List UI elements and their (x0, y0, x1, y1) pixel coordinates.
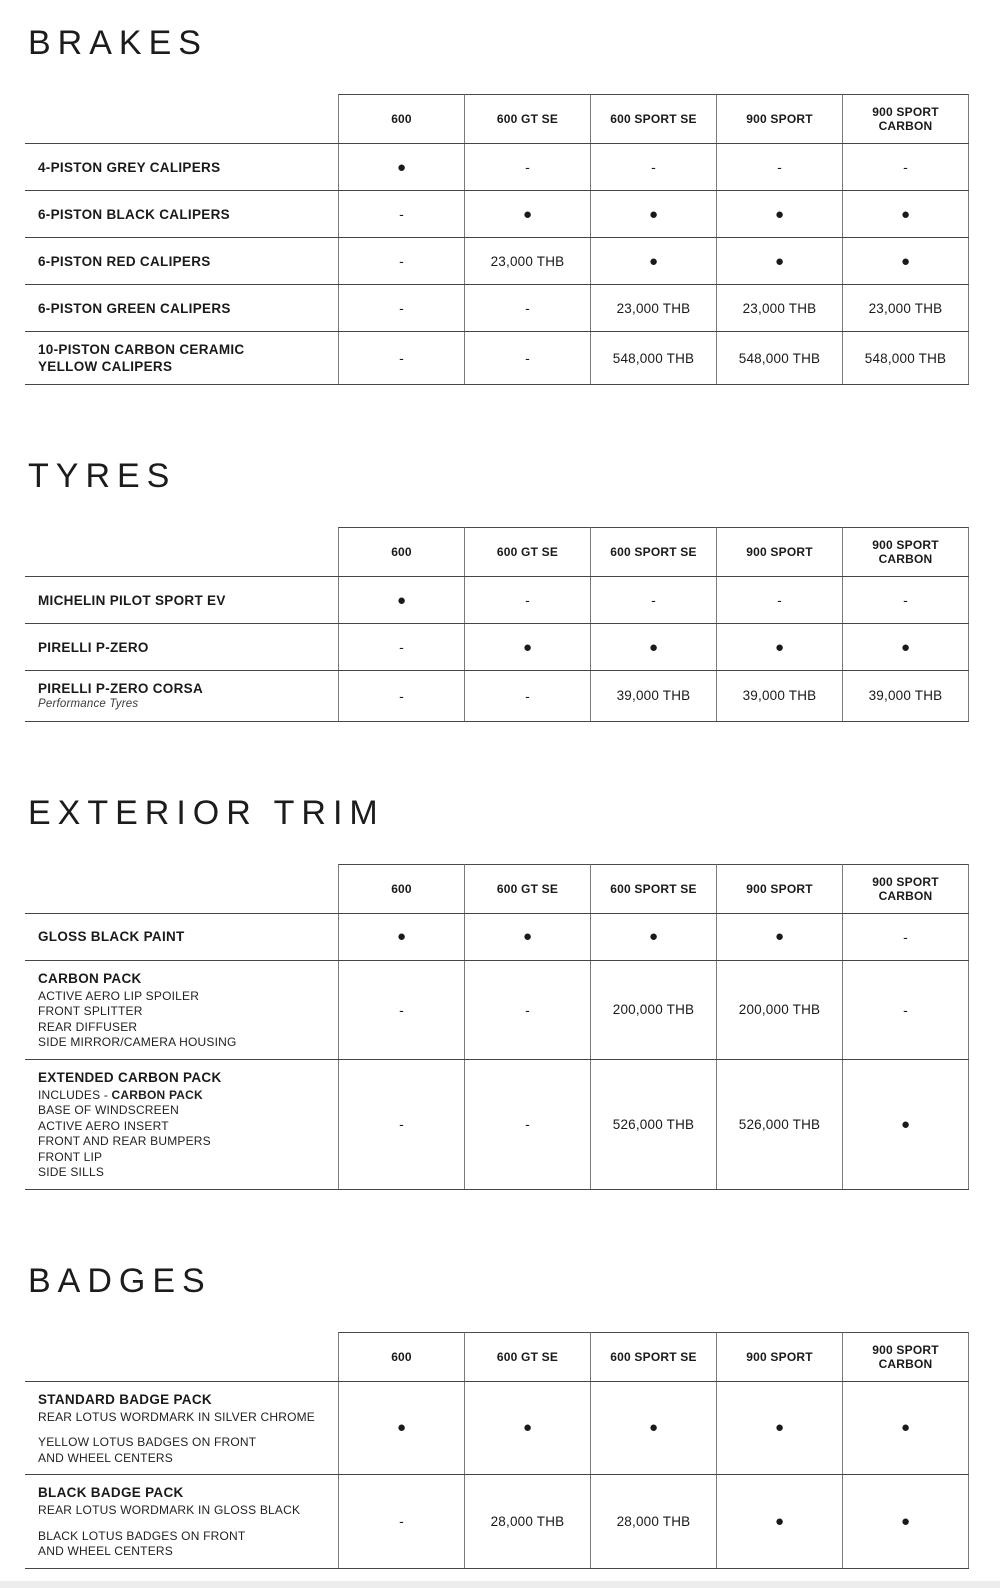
not-available-dash: - (399, 206, 404, 222)
row-subline: FRONT SPLITTER (38, 1004, 143, 1018)
row-label: MICHELIN PILOT SPORT EV (38, 592, 226, 608)
value-cell (464, 914, 590, 960)
row-subline: REAR DIFFUSER (38, 1019, 138, 1034)
row-label-cell (25, 577, 338, 623)
row-label: CARBON PACK (38, 970, 142, 986)
table-row (25, 671, 969, 722)
row-subline: AND WHEEL CENTERS (38, 1450, 173, 1465)
not-available-dash: - (525, 350, 530, 366)
value-cell (590, 238, 716, 284)
row-label: 6-PISTON GREEN CALIPERS (38, 300, 231, 316)
price-value: 548,000 THB (738, 350, 821, 366)
included-dot: ● (900, 1115, 911, 1133)
included-dot: ● (774, 638, 785, 656)
table-row (25, 961, 969, 1060)
value-cell (716, 624, 842, 670)
value-cell (716, 671, 842, 721)
price-value: 39,000 THB (616, 688, 691, 704)
row-label-cell (25, 914, 338, 960)
included-dot: ● (648, 928, 659, 945)
column-header: 600 SPORT SE (590, 527, 716, 576)
included-dot: ● (900, 1512, 911, 1530)
price-value: 548,000 THB (612, 350, 695, 366)
not-available-dash: - (525, 592, 530, 608)
not-available-dash: - (525, 687, 530, 704)
value-cell (842, 961, 969, 1059)
included-dot: ● (900, 252, 911, 270)
row-label-cell (25, 144, 338, 190)
value-cell (464, 191, 590, 237)
table-row (25, 285, 969, 332)
row-subline: ACTIVE AERO INSERT (38, 1118, 169, 1133)
value-cell (842, 285, 969, 331)
included-dot: ● (396, 928, 407, 945)
included-dot: ● (774, 1512, 785, 1530)
row-label-cell (25, 624, 338, 670)
value-cell (338, 191, 464, 237)
not-available-dash: - (399, 1116, 404, 1132)
row-label: 10-PISTON CARBON CERAMIC YELLOW CALIPERS (38, 342, 245, 374)
value-cell (464, 577, 590, 623)
value-cell (590, 624, 716, 670)
included-dot: ● (648, 1419, 659, 1437)
value-cell (716, 961, 842, 1059)
value-cell (716, 238, 842, 284)
value-cell (716, 191, 842, 237)
value-cell (842, 577, 969, 623)
row-label: EXTENDED CARBON PACK (38, 1069, 222, 1085)
value-cell (338, 144, 464, 190)
row-subline: AND WHEEL CENTERS (38, 1544, 173, 1558)
value-cell (338, 1060, 464, 1189)
row-subline (38, 1089, 326, 1103)
row-label-cell (25, 238, 338, 284)
section-brakes (0, 26, 1000, 385)
options-table (25, 1332, 969, 1569)
row-subline: FRONT LIP (38, 1149, 103, 1164)
options-table (25, 94, 969, 385)
column-header: 600 GT SE (464, 94, 590, 143)
price-value: 200,000 THB (612, 1002, 695, 1017)
row-label: 6-PISTON RED CALIPERS (38, 253, 211, 269)
not-available-dash: - (399, 350, 404, 366)
not-available-dash: - (777, 159, 782, 175)
included-dot: ● (648, 205, 659, 223)
page-footer-strip (0, 1581, 1000, 1588)
row-label: PIRELLI P-ZERO (38, 639, 149, 655)
column-header: 600 SPORT SE (590, 864, 716, 913)
value-cell (338, 961, 464, 1059)
value-cell (842, 914, 969, 960)
table-row (25, 332, 969, 385)
row-subline: ACTIVE AERO LIP SPOILER (38, 988, 200, 1003)
price-value: 23,000 THB (868, 300, 943, 316)
included-dot: ● (396, 1419, 407, 1437)
column-header: 600 (338, 1332, 464, 1381)
column-header: 600 GT SE (464, 864, 590, 913)
row-label-cell (25, 94, 338, 143)
included-dot: ● (396, 591, 407, 609)
value-cell (464, 671, 590, 721)
value-cell (338, 1382, 464, 1475)
row-label-cell (25, 285, 338, 331)
price-value: 28,000 THB (490, 1513, 565, 1529)
table-row (25, 191, 969, 238)
column-header: 600 GT SE (464, 1332, 590, 1381)
not-available-dash: - (651, 592, 656, 608)
value-cell (590, 914, 716, 960)
subline-text: INCLUDES - (38, 1087, 112, 1102)
value-cell (842, 1475, 969, 1568)
row-label: PIRELLI P-ZERO CORSA (38, 681, 204, 696)
options-table (25, 864, 969, 1190)
row-subline: SIDE SILLS (38, 1165, 105, 1179)
included-dot: ● (522, 638, 533, 656)
row-label-cell (25, 527, 338, 576)
price-value: 28,000 THB (616, 1513, 691, 1529)
value-cell (842, 624, 969, 670)
included-dot: ● (900, 1419, 911, 1437)
column-header: 900 SPORT (716, 1332, 842, 1381)
row-label-cell (25, 332, 338, 384)
not-available-dash: - (399, 300, 404, 316)
row-label: GLOSS BLACK PAINT (38, 929, 185, 944)
row-subline: FRONT AND REAR BUMPERS (38, 1134, 211, 1148)
value-cell (716, 285, 842, 331)
value-cell (716, 1060, 842, 1189)
value-cell (464, 1475, 590, 1568)
value-cell (464, 144, 590, 190)
section-title: BRAKES (28, 24, 208, 62)
table-row (25, 1382, 969, 1476)
included-dot: ● (900, 205, 911, 223)
column-header: 600 SPORT SE (590, 1332, 716, 1381)
column-header: 600 (338, 527, 464, 576)
value-cell (590, 1475, 716, 1568)
value-cell (716, 332, 842, 384)
row-label-cell (25, 864, 338, 913)
row-label: 4-PISTON GREY CALIPERS (38, 159, 221, 175)
price-value: 526,000 THB (738, 1116, 821, 1132)
table-header-row (25, 94, 969, 144)
column-header: 600 (338, 94, 464, 143)
not-available-dash: - (525, 1116, 530, 1132)
table-header-row (25, 864, 969, 914)
not-available-dash: - (651, 159, 656, 175)
table-row (25, 1475, 969, 1569)
value-cell (842, 1060, 969, 1189)
section-exterior-trim (0, 793, 1000, 1190)
value-cell (716, 914, 842, 960)
value-cell (842, 238, 969, 284)
included-dot: ● (774, 1419, 785, 1437)
table-row (25, 577, 969, 624)
not-available-dash: - (399, 687, 404, 704)
value-cell (338, 577, 464, 623)
included-dot: ● (648, 638, 659, 656)
value-cell (590, 285, 716, 331)
value-cell (338, 624, 464, 670)
not-available-dash: - (525, 1001, 530, 1018)
table-row (25, 144, 969, 191)
subline-gap (38, 1424, 326, 1434)
value-cell (338, 332, 464, 384)
row-label: STANDARD BADGE PACK (38, 1391, 212, 1407)
column-header: 900 SPORT CARBON (842, 527, 969, 576)
value-cell (464, 238, 590, 284)
section-badges (0, 1261, 1000, 1569)
value-cell (464, 285, 590, 331)
value-cell (464, 1060, 590, 1189)
value-cell (590, 1382, 716, 1475)
included-dot: ● (522, 205, 533, 223)
value-cell (716, 144, 842, 190)
not-available-dash: - (903, 592, 908, 608)
included-dot: ● (900, 638, 911, 656)
table-row (25, 624, 969, 671)
included-dot: ● (774, 252, 785, 270)
not-available-dash: - (903, 159, 908, 175)
not-available-dash: - (903, 928, 908, 945)
section-tyres (0, 459, 1000, 722)
row-label-cell (25, 1475, 338, 1568)
table-row (25, 1060, 969, 1190)
price-value: 200,000 THB (738, 1002, 821, 1017)
value-cell (590, 332, 716, 384)
price-value: 39,000 THB (742, 688, 817, 704)
value-cell (338, 671, 464, 721)
table-header-row (25, 1332, 969, 1382)
value-cell (842, 191, 969, 237)
section-title: TYRES (28, 457, 177, 495)
price-value: 23,000 THB (490, 253, 565, 269)
options-table (25, 527, 969, 722)
value-cell (464, 1382, 590, 1475)
value-cell (590, 671, 716, 721)
included-dot: ● (774, 205, 785, 223)
subline-bold-text: CARBON PACK (111, 1087, 203, 1102)
row-label-cell (25, 671, 338, 721)
row-label: 6-PISTON BLACK CALIPERS (38, 206, 230, 222)
not-available-dash: - (525, 300, 530, 316)
value-cell (464, 961, 590, 1059)
price-value: 23,000 THB (742, 300, 817, 316)
not-available-dash: - (399, 253, 404, 269)
value-cell (590, 144, 716, 190)
value-cell (590, 1060, 716, 1189)
column-header: 900 SPORT CARBON (842, 94, 969, 143)
column-header: 900 SPORT (716, 527, 842, 576)
column-header: 600 (338, 864, 464, 913)
value-cell (338, 285, 464, 331)
value-cell (590, 191, 716, 237)
row-subline: BLACK LOTUS BADGES ON FRONT (38, 1528, 246, 1543)
row-subline: Performance Tyres (38, 698, 139, 710)
row-label-cell (25, 961, 338, 1059)
column-header: 900 SPORT CARBON (842, 1332, 969, 1381)
row-subline: BASE OF WINDSCREEN (38, 1103, 179, 1117)
value-cell (716, 1382, 842, 1475)
value-cell (590, 577, 716, 623)
included-dot: ● (522, 928, 533, 945)
not-available-dash: - (525, 159, 530, 175)
row-label-cell (25, 191, 338, 237)
row-label-cell (25, 1060, 338, 1189)
row-label-cell (25, 1332, 338, 1381)
value-cell (842, 1382, 969, 1475)
column-header: 600 SPORT SE (590, 94, 716, 143)
row-label: BLACK BADGE PACK (38, 1485, 184, 1500)
not-available-dash: - (903, 1001, 908, 1018)
column-header: 600 GT SE (464, 527, 590, 576)
included-dot: ● (774, 928, 785, 945)
column-header: 900 SPORT (716, 864, 842, 913)
value-cell (842, 144, 969, 190)
value-cell (716, 577, 842, 623)
value-cell (338, 1475, 464, 1568)
section-title: EXTERIOR TRIM (28, 793, 385, 832)
value-cell (338, 914, 464, 960)
price-value: 548,000 THB (864, 350, 947, 366)
row-subline: SIDE MIRROR/CAMERA HOUSING (38, 1035, 237, 1049)
included-dot: ● (522, 1419, 533, 1437)
value-cell (716, 1475, 842, 1568)
not-available-dash: - (399, 1513, 404, 1530)
included-dot: ● (648, 252, 659, 270)
price-value: 23,000 THB (616, 300, 691, 316)
not-available-dash: - (399, 1001, 404, 1018)
table-row (25, 914, 969, 961)
row-subline: YELLOW LOTUS BADGES ON FRONT (38, 1435, 257, 1449)
value-cell (842, 671, 969, 721)
row-subline: REAR LOTUS WORDMARK IN GLOSS BLACK (38, 1503, 301, 1517)
row-subline: REAR LOTUS WORDMARK IN SILVER CHROME (38, 1409, 316, 1424)
value-cell (464, 332, 590, 384)
column-header: 900 SPORT (716, 94, 842, 143)
not-available-dash: - (777, 592, 782, 608)
value-cell (590, 961, 716, 1059)
not-available-dash: - (399, 639, 404, 655)
price-value: 39,000 THB (868, 688, 943, 704)
row-label-cell (25, 1382, 338, 1475)
subline-gap (38, 1518, 326, 1528)
column-header: 900 SPORT CARBON (842, 864, 969, 913)
table-header-row (25, 527, 969, 577)
included-dot: ● (396, 158, 407, 176)
section-title: BADGES (28, 1261, 212, 1300)
value-cell (338, 238, 464, 284)
value-cell (842, 332, 969, 384)
price-value: 526,000 THB (612, 1116, 695, 1132)
table-row (25, 238, 969, 285)
value-cell (464, 624, 590, 670)
